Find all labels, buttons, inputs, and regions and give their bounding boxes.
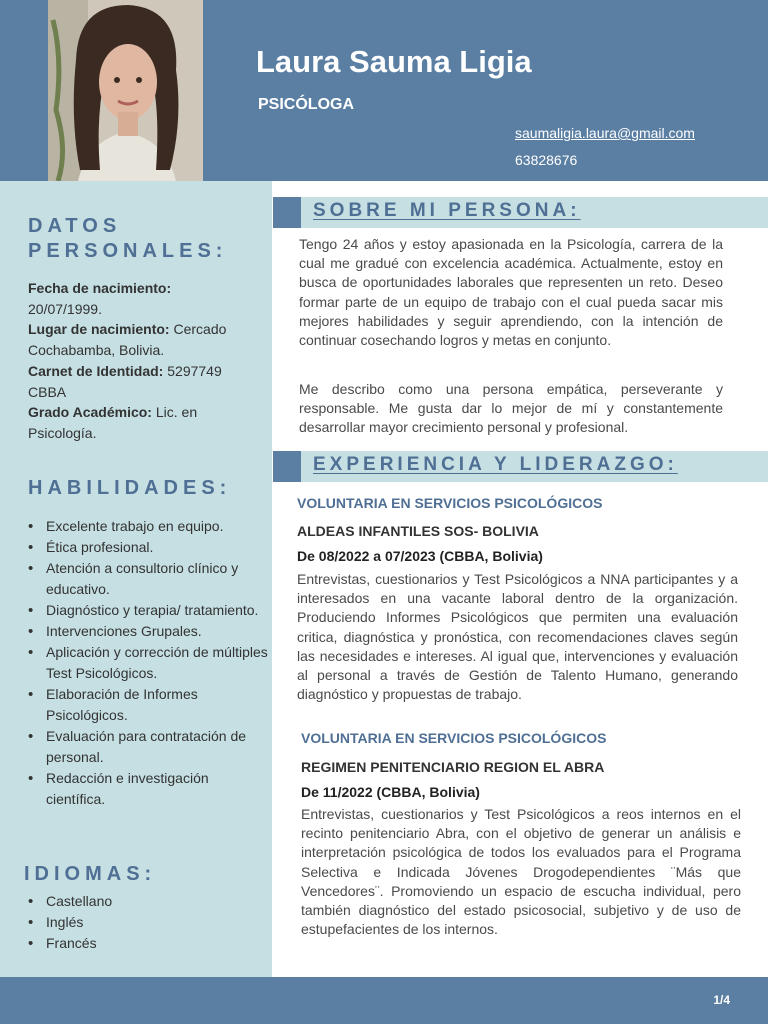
birth-date-row: [28, 278, 260, 319]
skill-item: • Evaluación para contratación de personal.: [28, 726, 268, 768]
job-description: Entrevistas, cuestionarios y Test Psicológicos a NNA participantes y a interesados en una vacante laboral dentro de la organización. Produciendo Informes Psicológicos que permiten una evaluación critica, diagnóstica y pronóstica, con recomendaciones claves según las necesidades e intereses. Al igual que, intervenciones y evaluación al personal a través de Gestión de Talento Humano, generando diagnóstico y propuestas de trabajo.: [297, 571, 738, 703]
skill-item: • Diagnóstico y terapia/ tratamiento.: [28, 600, 268, 621]
phone-number: 63828676: [515, 152, 578, 168]
page-number: 1/4: [713, 993, 730, 1007]
birth-place-value: Cercado Cochabamba, Bolivia.: [28, 321, 227, 359]
experience-heading: EXPERIENCIA Y LIDERAZGO:: [313, 454, 678, 475]
birth-place-label: Lugar de nacimiento:: [28, 321, 170, 338]
skill-item: • Atención a consultorio clínico y educativo.: [28, 558, 268, 600]
about-paragraph-1: Tengo 24 años y estoy apasionada en la Psicología, carrera de la cual me gradué con excelencia académica. Actualmente, estoy en busca de oportunidades laborales que representen un reto. Deseo formar parte de un equipo de trabajo con el cual pueda sacar mis mejores habilidades y seguir aprendiendo, con la intención de continuar cosechando logros y metas en conjunto.: [299, 236, 723, 349]
section-marker: [273, 451, 301, 482]
languages-list: [28, 891, 268, 954]
skill-item: • Aplicación y corrección de múltiples Test Psicológicos.: [28, 642, 268, 684]
skills-heading: HABILIDADES:: [28, 477, 232, 499]
skill-item: • Ética profesional.: [28, 537, 268, 558]
candidate-name: Laura Sauma Ligia: [256, 44, 532, 79]
personal-data-heading-line1: DATOS: [28, 215, 122, 237]
about-heading: SOBRE MI PERSONA:: [313, 200, 581, 221]
skill-item: • Elaboración de Informes Psicológicos.: [28, 684, 268, 726]
experience-section-bar: [273, 451, 768, 482]
language-item: • Inglés: [28, 912, 268, 933]
skill-item: • Redacción e investigación científica.: [28, 768, 268, 810]
birth-date-value: 20/07/1999.: [28, 300, 102, 317]
personal-data-heading: [28, 214, 227, 264]
skill-item: • Intervenciones Grupales.: [28, 621, 268, 642]
language-item: • Castellano: [28, 891, 268, 912]
section-marker: [273, 197, 301, 228]
footer: [0, 977, 768, 1024]
skills-list: [28, 516, 268, 810]
email-link[interactable]: saumaligia.laura@gmail.com: [515, 125, 695, 141]
job-dates: De 08/2022 a 07/2023 (CBBA, Bolivia): [297, 548, 543, 564]
job-organization: REGIMEN PENITENCIARIO REGION EL ABRA: [301, 759, 605, 775]
degree-row: [28, 402, 260, 443]
birth-date-label: Fecha de nacimiento:: [28, 280, 172, 296]
job-dates: De 11/2022 (CBBA, Bolivia): [301, 784, 480, 800]
birth-place-row: [28, 319, 260, 360]
id-row: [28, 361, 260, 402]
job-title: VOLUNTARIA EN SERVICIOS PSICOLÓGICOS: [301, 730, 607, 746]
personal-data: [28, 278, 260, 444]
job-description: Entrevistas, cuestionarios y Test Psicológicos a reos internos en el recinto penitenciario Abra, con el objetivo de generar un análisis e interpretación psicológica de todos los evaluados para el Programa Selectiva e Indicada Jóvenes Drogodependientes ¨Más que Vencedores¨. Promoviendo un espacio de escucha individual, pero también diagnóstico del estado psicosocial, subjetivo y de uso de estupefacientes de los internos.: [301, 806, 741, 938]
degree-label: Grado Académico:: [28, 404, 152, 421]
job-title: VOLUNTARIA EN SERVICIOS PSICOLÓGICOS: [297, 495, 603, 511]
id-value: 5297749 CBBA: [28, 362, 222, 400]
about-section-bar: [273, 197, 768, 228]
about-paragraph-2: Me describo como una persona empática, perseverante y responsable. Me gusta dar lo mejor de mí y constantemente desarrollar mayor crecimiento personal y profesional.: [299, 381, 723, 436]
personal-data-heading-line2: PERSONALES:: [28, 240, 228, 262]
id-label: Carnet de Identidad:: [28, 362, 164, 379]
degree-value: Lic. en Psicología.: [28, 404, 198, 441]
header: [0, 0, 768, 181]
job-organization: ALDEAS INFANTILES SOS- BOLIVIA: [297, 523, 539, 539]
profile-photo: [48, 0, 203, 181]
language-item: • Francés: [28, 933, 268, 954]
candidate-role: PSICÓLOGA: [258, 96, 355, 113]
skill-item: • Excelente trabajo en equipo.: [28, 516, 268, 537]
languages-heading: IDIOMAS:: [24, 863, 157, 885]
